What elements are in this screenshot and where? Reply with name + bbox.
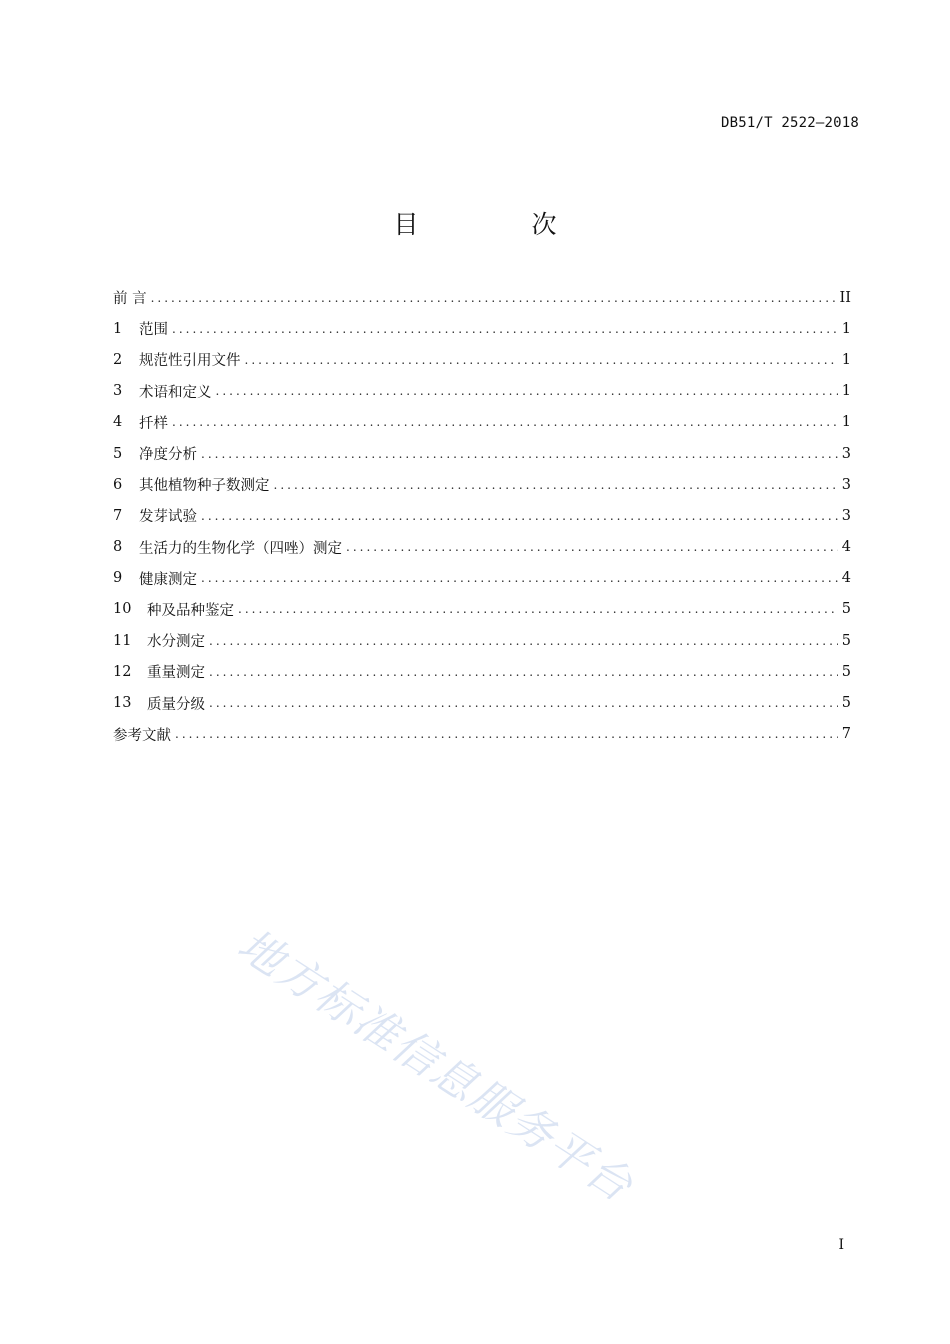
toc-entry-label: 术语和定义 [139, 384, 212, 401]
toc-entry-label: 健康测定 [139, 571, 197, 588]
toc-leader-dots [201, 571, 838, 585]
toc-entry-number: 13 [113, 695, 132, 712]
toc-entry-label: 净度分析 [139, 447, 197, 464]
toc-entry-number: 4 [113, 414, 123, 431]
toc-leader-dots [216, 384, 838, 398]
toc-leader-dots [175, 727, 838, 741]
toc-entry-12[interactable] [113, 656, 851, 687]
toc-entry-number: 12 [113, 663, 132, 680]
toc-entry-number: 2 [113, 351, 123, 368]
toc-leader-dots [172, 415, 838, 429]
toc-entry-page: 1 [841, 320, 851, 337]
toc-leader-dots [245, 353, 838, 367]
toc-entry-label: 种及品种鉴定 [147, 602, 234, 619]
toc-entry-foreword[interactable] [113, 282, 851, 313]
toc-entry-label: 扦样 [139, 415, 168, 432]
watermark-text: 地方标准信息服务平台 [228, 919, 643, 1213]
toc-entry-number: 1 [113, 320, 123, 337]
toc-entry-3[interactable] [113, 376, 851, 407]
toc-leader-dots [172, 322, 838, 336]
toc-entry-number: 9 [113, 570, 123, 587]
toc-entry-page: 5 [841, 663, 851, 680]
toc-leader-dots [346, 540, 838, 554]
toc-entry-13[interactable] [113, 687, 851, 718]
toc-entry-label: 质量分级 [147, 696, 205, 713]
toc-leader-dots [201, 509, 838, 523]
document-code: DB51/T 2522—2018 [720, 115, 859, 131]
toc-entry-4[interactable] [113, 407, 851, 438]
toc-entry-number: 7 [113, 507, 123, 524]
toc-entry-label: 前 言 [113, 291, 147, 308]
toc-leader-dots [151, 291, 836, 305]
toc-entry-page: 4 [841, 570, 851, 587]
toc-entry-5[interactable] [113, 438, 851, 469]
table-of-contents [113, 282, 851, 750]
toc-leader-dots [238, 602, 838, 616]
toc-entry-page: 3 [841, 507, 851, 524]
toc-entry-page: 1 [841, 351, 851, 368]
toc-entry-number: 11 [113, 632, 132, 649]
toc-entry-page: 5 [841, 695, 851, 712]
toc-entry-7[interactable] [113, 500, 851, 531]
toc-leader-dots [274, 478, 838, 492]
page-number: I [838, 1237, 844, 1253]
toc-entry-number: 5 [113, 445, 123, 462]
toc-entry-page: 1 [841, 414, 851, 431]
toc-entry-6[interactable] [113, 469, 851, 500]
toc-entry-page: 3 [841, 445, 851, 462]
toc-entry-page: 4 [841, 539, 851, 556]
toc-entry-number: 6 [113, 476, 123, 493]
toc-entry-label: 生活力的生物化学（四唑）测定 [139, 540, 342, 557]
toc-entry-page: 5 [841, 601, 851, 618]
toc-entry-label: 重量测定 [147, 665, 205, 682]
toc-entry-label: 范围 [139, 322, 168, 339]
toc-entry-number: 3 [113, 383, 123, 400]
toc-entry-11[interactable] [113, 625, 851, 656]
toc-entry-1[interactable] [113, 313, 851, 344]
toc-entry-label: 参考文献 [113, 727, 171, 744]
toc-entry-10[interactable] [113, 594, 851, 625]
toc-entry-9[interactable] [113, 563, 851, 594]
toc-entry-number: 10 [113, 601, 132, 618]
toc-entry-label: 其他植物种子数测定 [139, 478, 270, 495]
toc-entry-references[interactable] [113, 719, 851, 750]
toc-entry-page: 3 [841, 476, 851, 493]
toc-leader-dots [209, 696, 838, 710]
toc-entry-2[interactable] [113, 344, 851, 375]
toc-leader-dots [209, 634, 838, 648]
toc-entry-page: 7 [841, 726, 851, 743]
toc-entry-page: II [839, 289, 851, 306]
page-title: 目 次 [393, 210, 601, 239]
toc-entry-8[interactable] [113, 532, 851, 563]
toc-leader-dots [201, 447, 838, 461]
toc-entry-page: 1 [841, 383, 851, 400]
toc-entry-label: 水分测定 [147, 634, 205, 651]
toc-entry-label: 发芽试验 [139, 509, 197, 526]
toc-entry-number: 8 [113, 539, 123, 556]
toc-entry-page: 5 [841, 632, 851, 649]
toc-entry-label: 规范性引用文件 [139, 353, 241, 370]
toc-leader-dots [209, 665, 838, 679]
